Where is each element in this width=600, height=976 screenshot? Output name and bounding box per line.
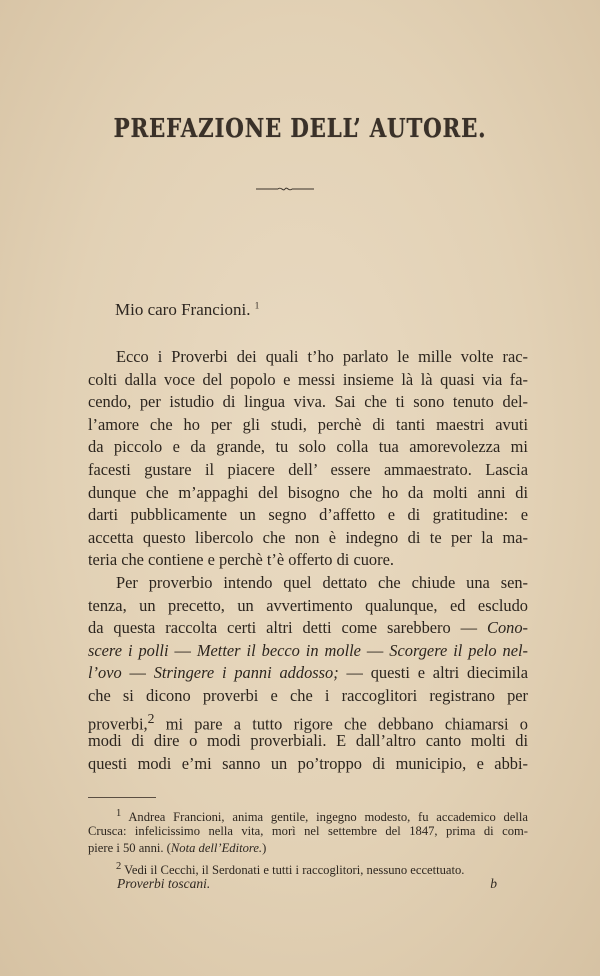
footnote-mark-1: 1 <box>116 808 122 819</box>
italic-run: Metter il becco in molle <box>196 640 361 660</box>
text-run: proverbi, <box>88 714 148 734</box>
italic-run: l’ovo <box>88 663 122 683</box>
footnote-1-line: Crusca: infelicissimo nella vita, morì nel settembre del 1847, prima di com- <box>88 823 528 838</box>
paragraph-line: darti pubblicamente un segno d’affetto e di gratitudine: e <box>88 505 528 525</box>
text-run: da questa raccolta certi altri detti come sarebbero — <box>88 618 488 638</box>
footnote-1-line <box>88 840 528 858</box>
text-run: — <box>121 663 154 683</box>
italic-run: Nota dell’Editore. <box>170 841 263 855</box>
footnote-1-line <box>88 805 528 823</box>
paragraph-line: da piccolo e da grande, tu solo colla tua amorevolezza mi <box>88 437 528 457</box>
signature-mark: b <box>490 876 497 891</box>
italic-run: Cono- <box>487 618 528 638</box>
paragraph-line: che si dicono proverbi e che i raccoglitori registrano per <box>88 685 528 705</box>
text-run: mi pare a tutto rigore che debbano chiamarsi o <box>154 714 528 734</box>
footnote-ref-1: 1 <box>254 300 260 311</box>
paragraph-line: Ecco i Proverbi dei quali t’ho parlato le mille volte rac- <box>116 347 528 366</box>
salutation-text: Mio caro Francioni. <box>115 300 251 319</box>
running-footer-title: Proverbi toscani. <box>117 876 211 891</box>
footnote-mark-2: 2 <box>116 860 122 872</box>
paragraph-line: dunque che m’appaghi del bisogno che ho da molti anni di <box>88 482 528 502</box>
text-run: Vedi il Cecchi, il Serdonati e tutti i raccoglitori, nessuno eccettuato. <box>121 862 465 877</box>
page-title: PREFAZIONE DELL’ AUTORE. <box>113 114 487 144</box>
text-run: Andrea Francioni, anima gentile, ingegno modesto, fu accademico della <box>121 810 528 825</box>
paragraph-line <box>88 640 528 663</box>
paragraph-line <box>88 708 528 734</box>
paragraph-2 <box>88 572 528 775</box>
paragraph-1 <box>88 346 528 572</box>
text-run: ) <box>262 841 267 855</box>
paragraph-line: cendo, per istudio di lingua viva. Sai che ti sono tenuto del- <box>88 392 528 412</box>
paragraph-line: modi di dire o modi proverbiali. E dall’altro canto molti di <box>88 731 528 751</box>
italic-run: Stringere i panni addosso; <box>153 663 339 683</box>
paragraph-line: facesti gustare il piacere dell’ essere ammaestrato. Lascia <box>88 459 528 479</box>
paragraph-line: l’amore che ho per gli studi, perchè di tanti maestri avuti <box>88 414 528 434</box>
paragraph-line: accetta questo libercolo che non è indegno di te per la ma- <box>88 527 528 547</box>
ornament-divider <box>256 186 314 192</box>
footnote-rule <box>88 797 156 798</box>
page-footer <box>117 876 497 892</box>
text-run: — questi e altri diecimila <box>338 663 528 683</box>
paragraph-line: tenza, un precetto, un avvertimento qualunque, ed escludo <box>88 595 528 615</box>
paragraph-line: teria che contiene e perchè t’è offerto di cuore. <box>88 550 394 570</box>
paragraph-line <box>88 617 528 640</box>
paragraph-line: questi modi e’mi sanno un po’troppo di municipio, e abbi- <box>88 753 528 773</box>
paragraph-line: colti dalla voce del popolo e messi insieme là là quasi via fa- <box>88 369 528 389</box>
italic-run: scere i polli <box>88 640 169 660</box>
text-run: — <box>360 640 390 660</box>
footnote-ref-2: 2 <box>147 710 155 726</box>
salutation <box>115 300 259 320</box>
paragraph-line: Per proverbio intendo quel dettato che chiude una sen- <box>116 573 528 592</box>
text-run: — <box>168 640 197 660</box>
footnotes <box>88 805 528 875</box>
italic-run: Scorgere il pelo nel- <box>389 640 528 660</box>
paragraph-line <box>88 662 528 685</box>
footnote-2-line <box>88 858 528 876</box>
text-run: piere i 50 anni. ( <box>88 841 171 855</box>
